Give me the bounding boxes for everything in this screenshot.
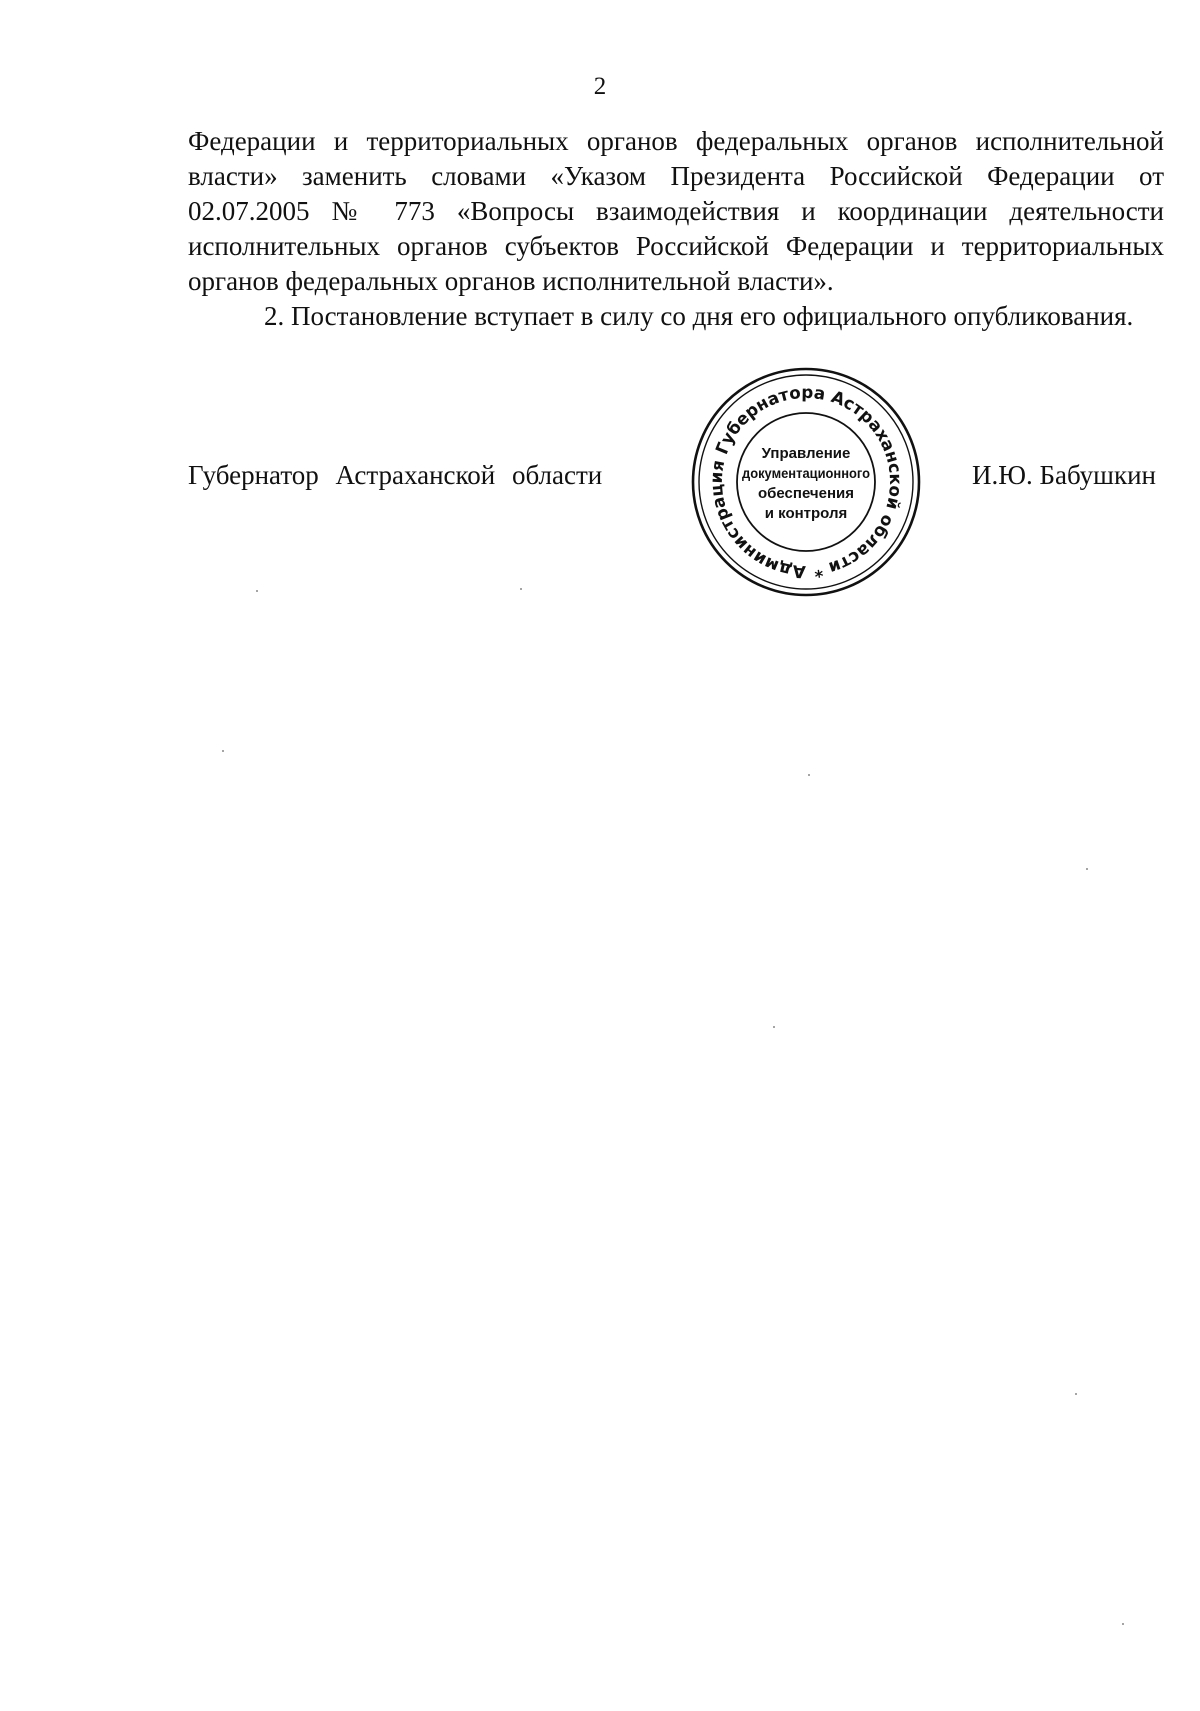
seal-center-line-4: и контроля xyxy=(764,505,848,522)
scan-speck xyxy=(808,774,810,776)
paragraph-effective-date: 2. Постановление вступает в силу со дня его официального опубликования. xyxy=(264,301,1134,331)
scan-speck xyxy=(222,750,224,752)
scan-speck xyxy=(1075,1393,1077,1395)
seal-center-line-3: обеспечения xyxy=(757,485,855,502)
scan-speck xyxy=(1122,1623,1124,1625)
scan-speck xyxy=(773,1026,775,1028)
scan-speck xyxy=(520,588,522,590)
seal-center-line-2: документационного xyxy=(742,466,870,481)
document-body xyxy=(188,124,1164,334)
signer-name: И.Ю. Бабушкин xyxy=(971,460,1156,490)
page-number: 2 xyxy=(593,73,607,100)
scan-speck xyxy=(256,590,258,592)
seal-center-ring xyxy=(737,413,875,551)
signature-block xyxy=(0,462,1200,502)
scan-speck xyxy=(1086,868,1088,870)
official-seal xyxy=(690,366,922,598)
seal-center-line-1: Управление xyxy=(761,445,851,462)
paragraph-continuation: Федерации и территориальных органов федеральных органов исполнительной власти» заменить словами «Указом Президента Российской Федерации от 02.07.2005 № 773 «Вопросы взаимодействия и координации деятельности исполнительных органов субъектов Российской Федерации и территориальных органов федеральных органов исполнительной власти». xyxy=(188,126,1164,296)
signer-title: Губернатор Астраханской области xyxy=(188,460,603,490)
seal-ring-text: Администрация Губернатора Астраханской области * xyxy=(706,382,906,582)
seal-inner-ring xyxy=(699,375,913,589)
